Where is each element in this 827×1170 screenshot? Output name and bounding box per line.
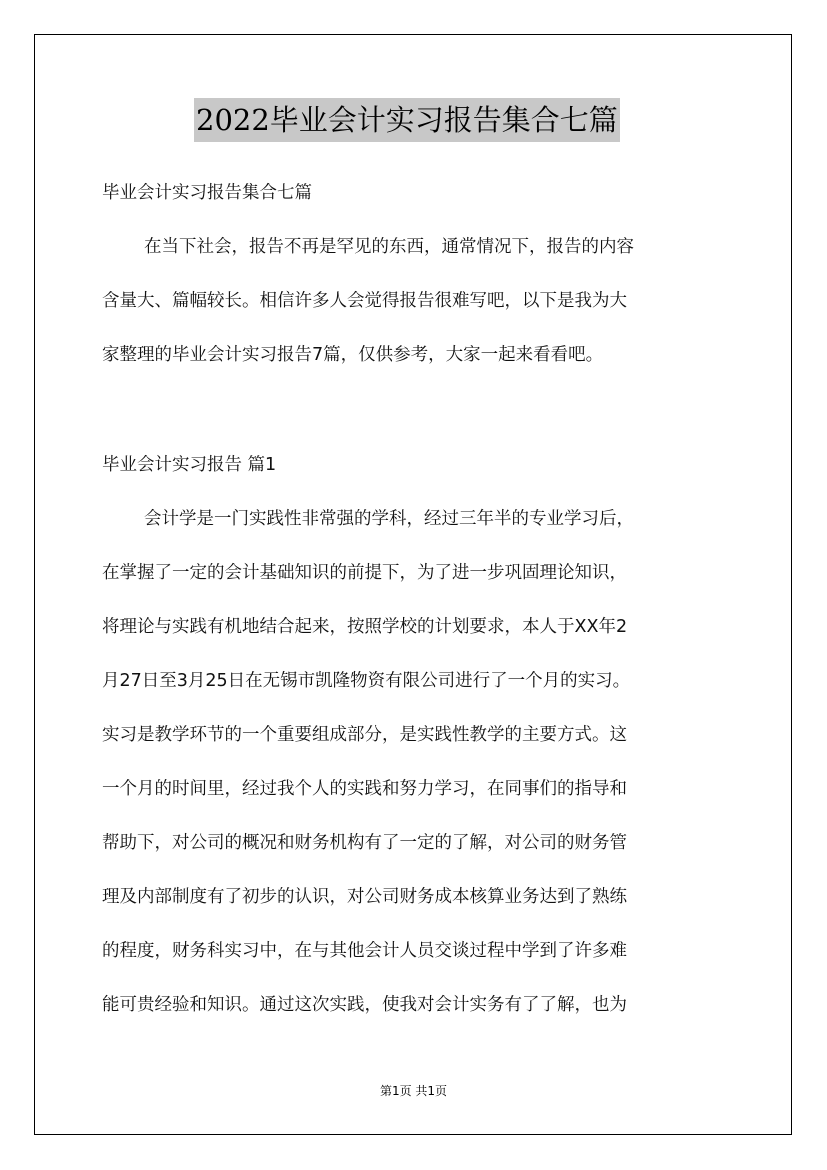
section-paragraph <box>102 504 742 1044</box>
paragraph-line: 实习是教学环节的一个重要组成部分，是实践性教学的主要方式。这 <box>102 725 627 745</box>
document-title: 2022毕业会计实习报告集合七篇 <box>194 98 620 142</box>
paragraph-line: 一个月的时间里，经过我个人的实践和努力学习，在同事们的指导和 <box>102 779 627 799</box>
paragraph-line: 理及内部制度有了初步的认识，对公司财务成本核算业务达到了熟练 <box>102 887 627 907</box>
section-heading: 毕业会计实习报告 篇1 <box>102 455 277 475</box>
paragraph-line: 家整理的毕业会计实习报告7篇，仅供参考，大家一起来看看吧。 <box>102 345 604 365</box>
document-subtitle: 毕业会计实习报告集合七篇 <box>102 183 312 203</box>
intro-paragraph <box>102 232 742 394</box>
paragraph-line: 将理论与实践有机地结合起来，按照学校的计划要求，本人于XX年2 <box>102 617 628 637</box>
paragraph-line: 月27日至3月25日在无锡市凯隆物资有限公司进行了一个月的实习。 <box>102 671 631 691</box>
paragraph-line: 的程度，财务科实习中，在与其他会计人员交谈过程中学到了许多难 <box>102 941 627 961</box>
paragraph-line: 能可贵经验和知识。通过这次实践，使我对会计实务有了了解，也为 <box>102 995 627 1015</box>
paragraph-line: 帮助下，对公司的概况和财务机构有了一定的了解，对公司的财务管 <box>102 833 627 853</box>
paragraph-line: 在当下社会，报告不再是罕见的东西，通常情况下，报告的内容 <box>144 237 634 257</box>
paragraph-line: 会计学是一门实践性非常强的学科，经过三年半的专业学习后， <box>144 509 634 529</box>
paragraph-line: 在掌握了一定的会计基础知识的前提下，为了进一步巩固理论知识， <box>102 563 627 583</box>
page-footer: 第1页 共1页 <box>379 1084 448 1098</box>
paragraph-line: 含量大、篇幅较长。相信许多人会觉得报告很难写吧，以下是我为大 <box>102 291 627 311</box>
